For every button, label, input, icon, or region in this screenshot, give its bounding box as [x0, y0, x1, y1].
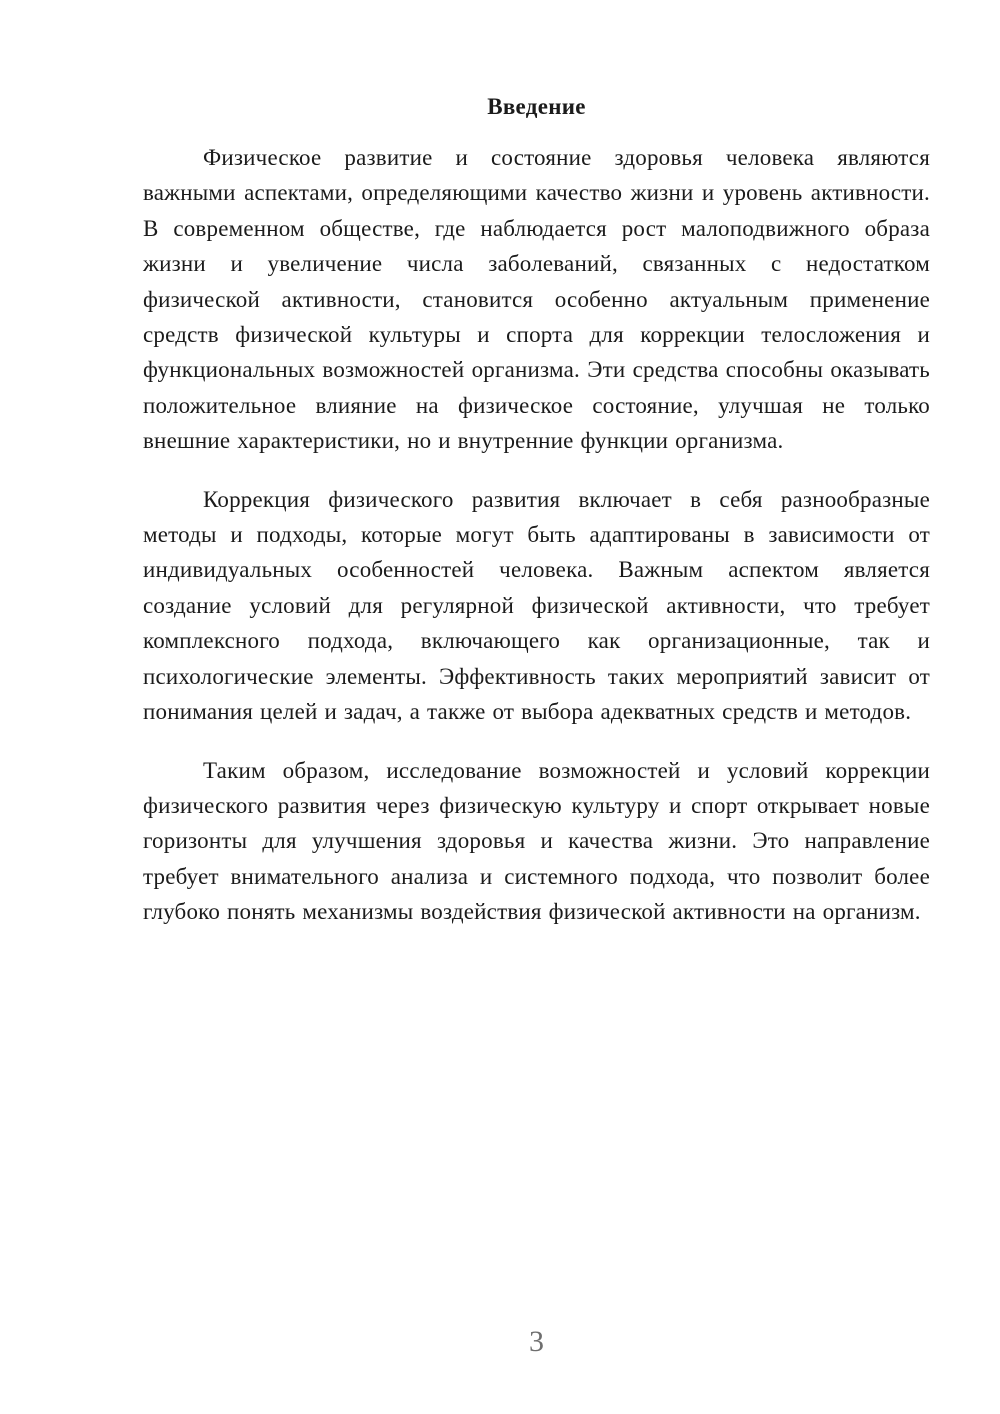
page-content: [143, 0, 930, 930]
page-number: 3: [529, 1325, 544, 1358]
paragraph-2: Коррекция физического развития включает в себя разнообразные методы и подходы, которые могут быть адаптированы в зависимости от индивидуальных особенностей человека. Важным аспектом является создание условий для регулярной физической активности, что требует комплексного подхода, включающего как организационные, так и психологические элементы. Эффективность таких мероприятий зависит от понимания целей и задач, а также от выбора адекватных средств и методов.: [143, 486, 930, 725]
page-title: Введение: [487, 94, 586, 119]
paragraph-1: Физическое развитие и состояние здоровья человека являются важными аспектами, определяющими качество жизни и уровень активности. В современном обществе, где наблюдается рост малоподвижного образа жизни и увеличение числа заболеваний, связанных с недостатком физической активности, становится особенно актуальным применение средств физической культуры и спорта для коррекции телосложения и функциональных возможностей организма. Эти средства способны оказывать положительное влияние на физическое состояние, улучшая не только внешние характеристики, но и внутренние функции организма.: [143, 145, 930, 454]
paragraph-3: Таким образом, исследование возможностей и условий коррекции физического развития через физическую культуру и спорт открывает новые горизонты для улучшения здоровья и качества жизни. Это направление требует внимательного анализа и системного подхода, что позволит более глубоко понять механизмы воздействия физической активности на организм.: [143, 757, 930, 925]
